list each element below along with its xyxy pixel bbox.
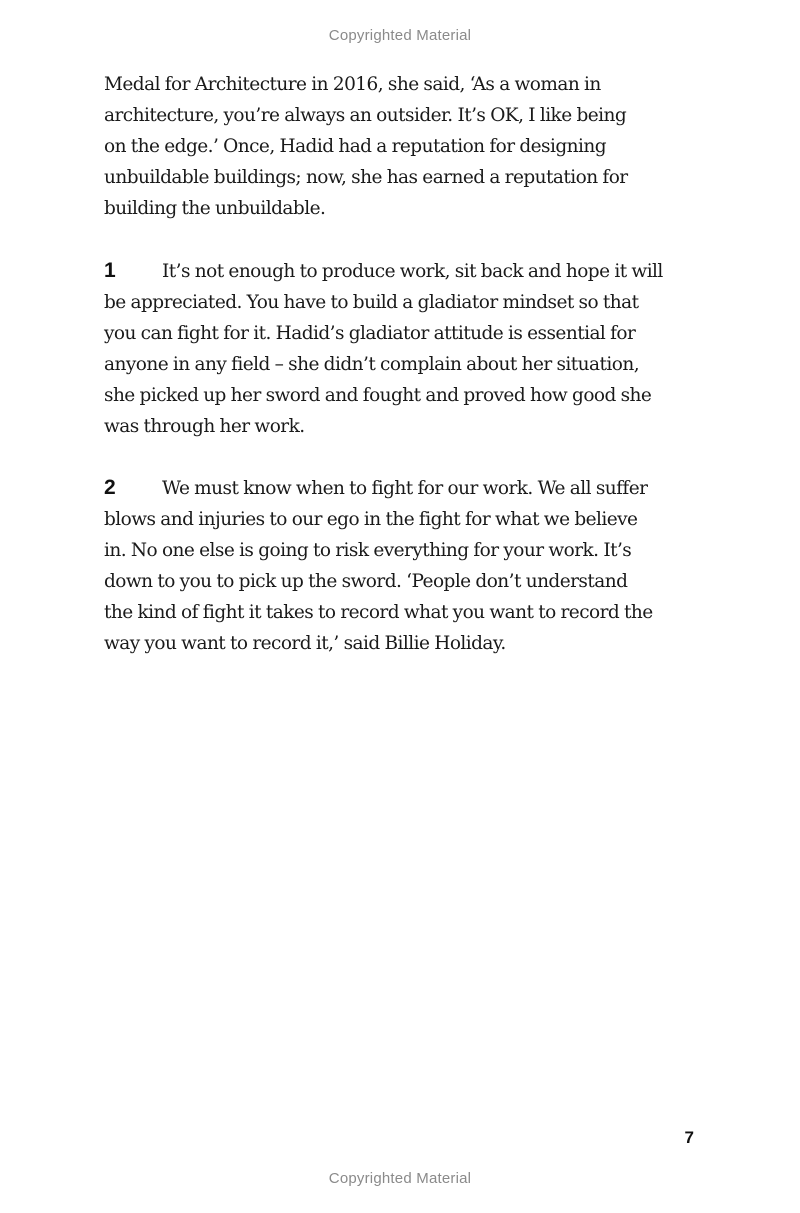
- point-number: 2: [104, 476, 116, 499]
- intro-paragraph-text: Medal for Architecture in 2016, she said, ‘As a woman in architecture, you’re always an outsider. It’s OK, I like being on the edge.’ Once, Hadid had a reputation for designing unbuildable buildings; now, she has earned a reputation for building the unbuildable.: [104, 74, 628, 219]
- intro-paragraph: [104, 69, 700, 224]
- copyright-watermark-top: Copyrighted Material: [328, 27, 472, 44]
- numbered-point-2: [104, 472, 700, 659]
- point-number: 1: [104, 259, 116, 282]
- point-text: We must know when to fight for our work. We all suffer blows and injuries to our ego in the fight for what we believe in. No one else is going to risk everything for your work. It’s down to you to pick up the sword. ‘People don’t understand the kind of fight it takes to record what you want to record the way you want to record it,’ said Billie Holiday.: [104, 478, 653, 654]
- numbered-point-1: [104, 255, 700, 442]
- copyright-watermark-bottom: Copyrighted Material: [328, 1170, 472, 1187]
- point-text: It’s not enough to produce work, sit back and hope it will be appreciated. You have to build a gladiator mindset so that you can fight for it. Hadid’s gladiator attitude is essential for anyone in any field – she didn’t complain about her situation, she picked up her sword and fought and proved how good she was through her work.: [104, 261, 663, 437]
- page-number: 7: [684, 1128, 694, 1147]
